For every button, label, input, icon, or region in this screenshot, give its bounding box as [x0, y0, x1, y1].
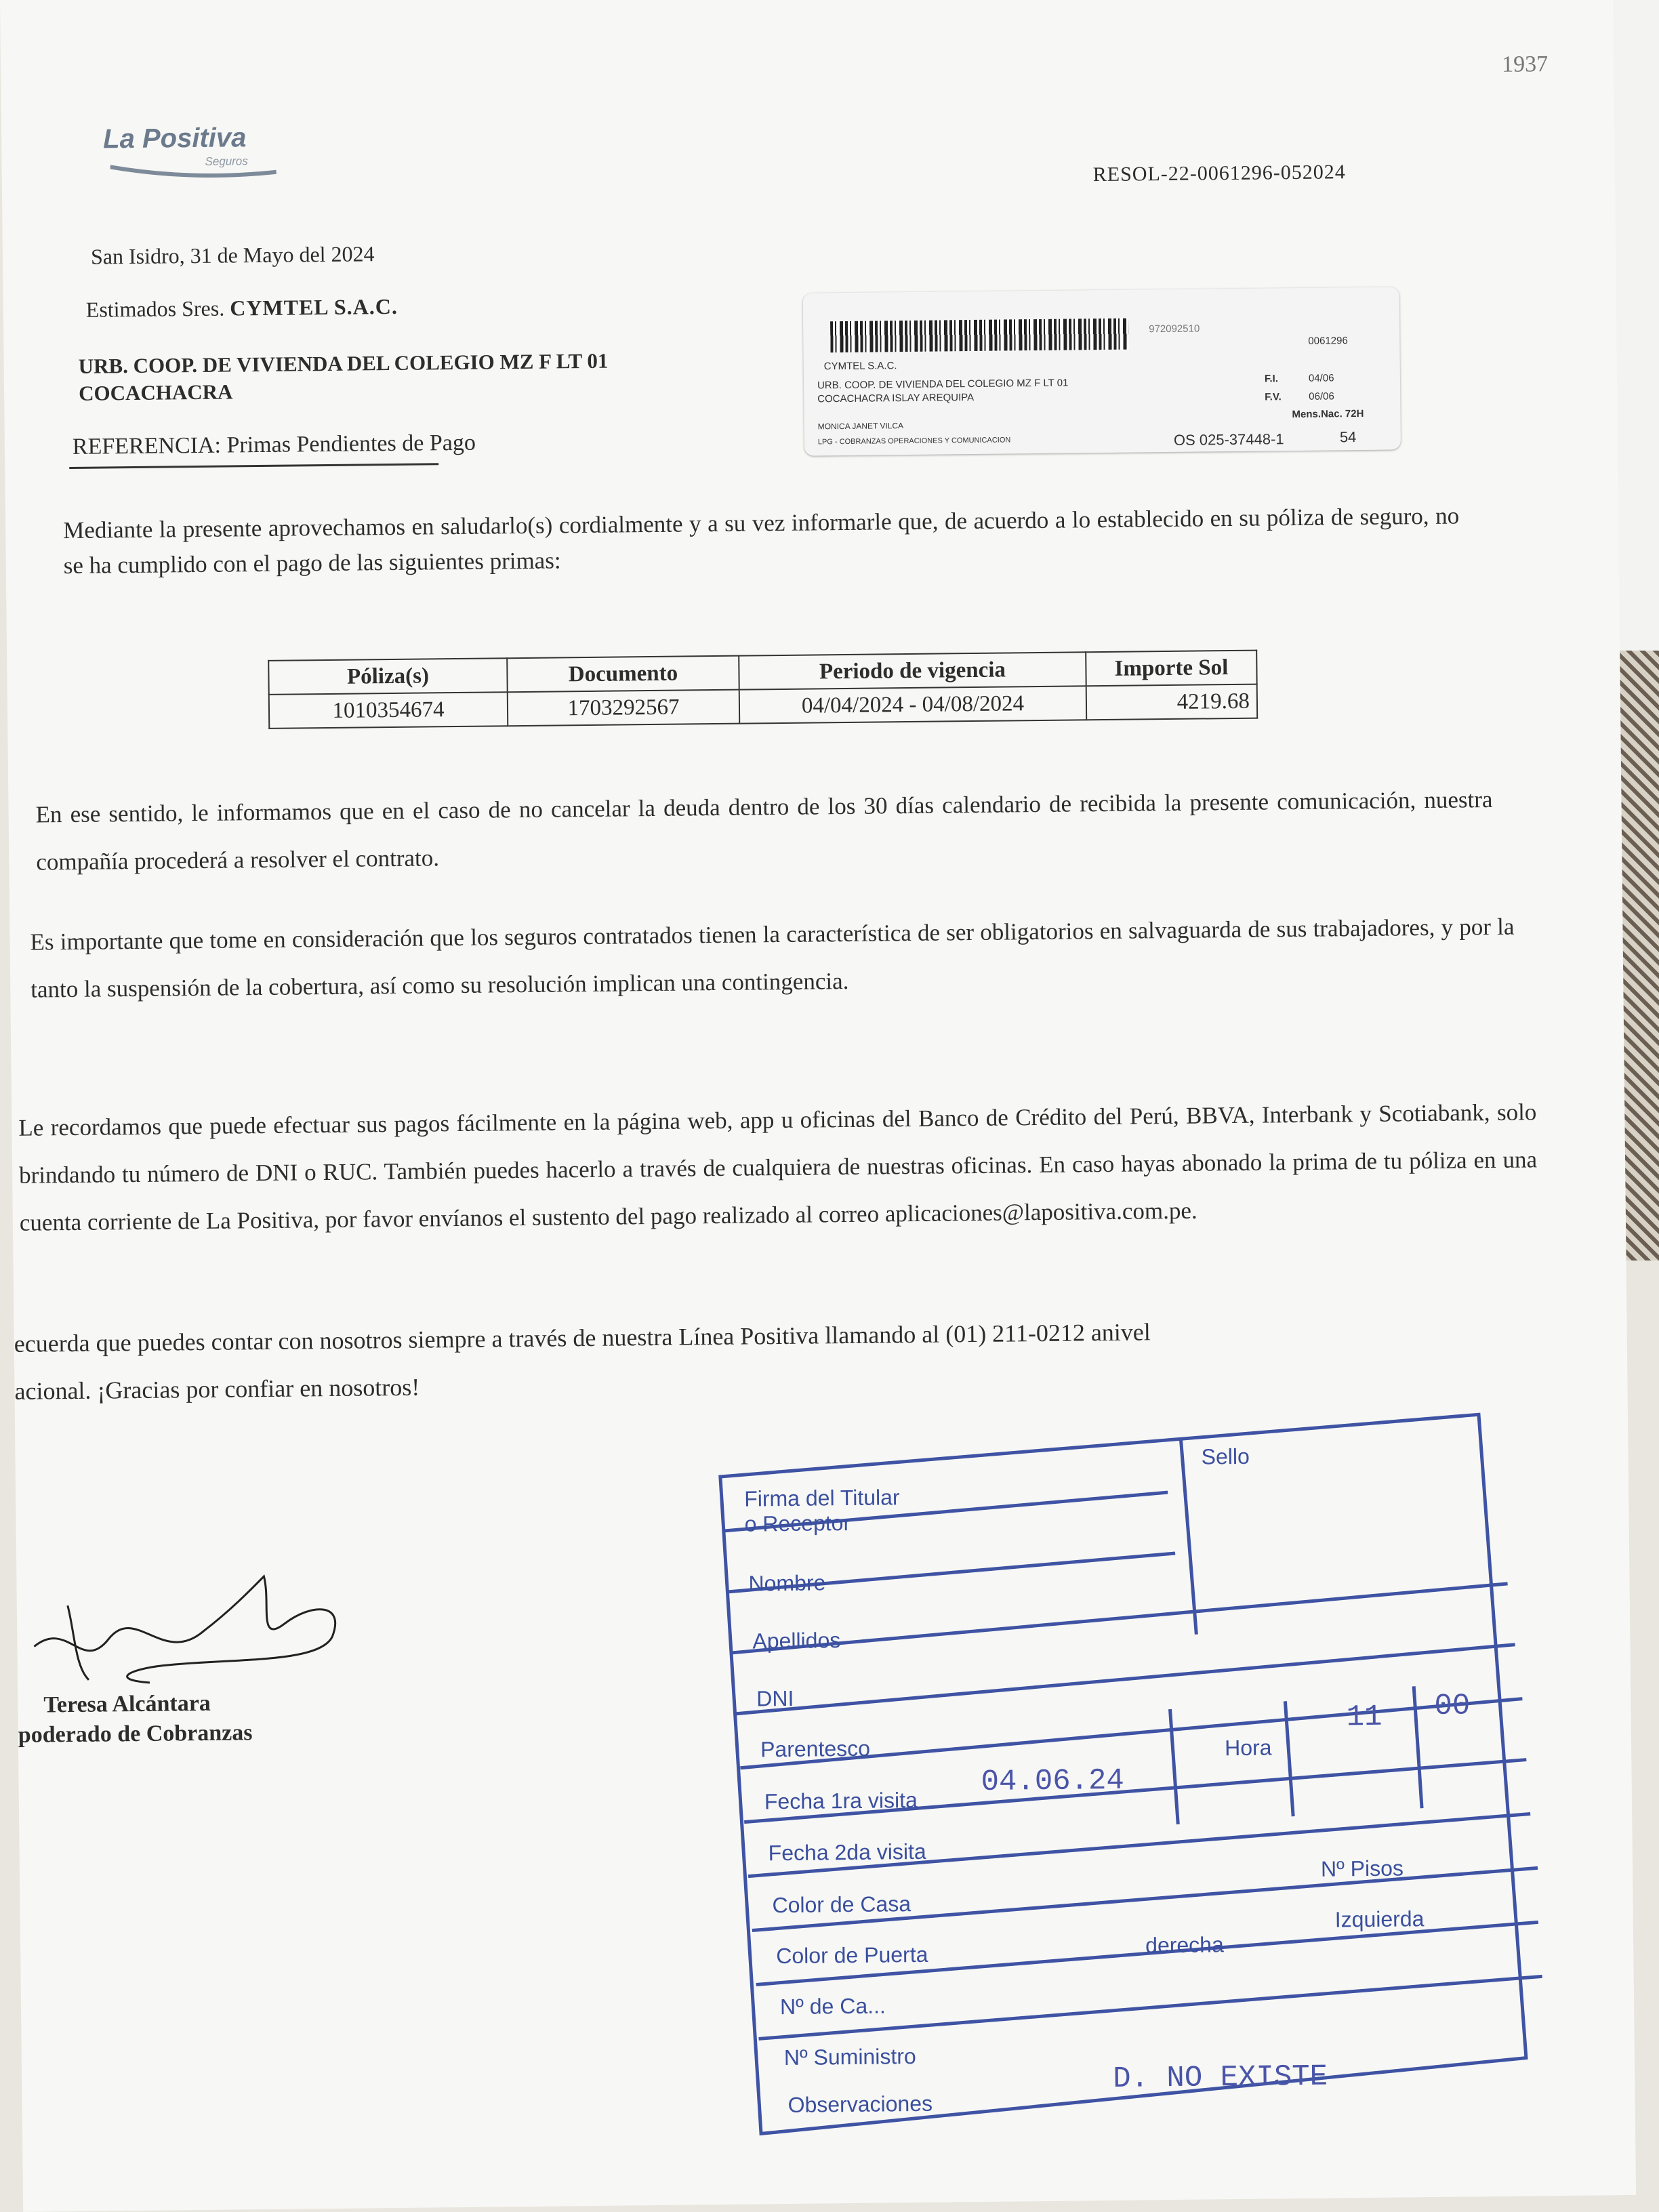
signature-icon [26, 1562, 346, 1701]
cell-importe: 4219.68 [1086, 684, 1258, 720]
date-line: San Isidro, 31 de Mayo del 2024 [90, 241, 375, 269]
col-importe: Importe Sol [1086, 651, 1257, 687]
label-fi: F.I. [1264, 373, 1279, 385]
label-company: CYMTEL S.A.C. [823, 360, 897, 373]
paragraph-2: Es importante que tome en consideración que los seguros contratados tienen la característica de ser obligatorios en salvaguarda de sus trabajadores, y por la tanto la suspensión de la cobertura, así como su resolución implican una contingencia. [30, 913, 1515, 1003]
label-address1: URB. COOP. DE VIVIENDA DEL COLEGIO MZ F LT 01 [817, 377, 1069, 392]
resolution-code: RESOL-22-0061296-052024 [1092, 161, 1346, 186]
paragraph-1: En ese sentido, le informamos que en el caso de no cancelar la deuda dentro de los 30 días calendario de recibida la presente comunicación, nuestra compañía procederá a resolver el contrato. [35, 786, 1493, 876]
company-logo: La Positiva [102, 123, 247, 155]
logo-swoosh-icon [110, 160, 280, 182]
col-periodo: Periodo de vigencia [739, 652, 1086, 689]
signer-role: poderado de Cobranzas [18, 1720, 253, 1748]
stamp-observaciones: Observaciones [787, 2091, 933, 2117]
label-os: OS 025-37448-1 [1173, 430, 1284, 449]
handwritten-hour: 11 [1346, 1700, 1382, 1735]
premiums-table [268, 650, 1258, 729]
handwritten-minute: 00 [1434, 1689, 1471, 1723]
col-documento: Documento [507, 656, 739, 693]
label-address2: COCACHACRA ISLAY AREQUIPA [817, 391, 975, 405]
label-code: 0061296 [1308, 335, 1348, 347]
label-os-num: 54 [1339, 428, 1357, 446]
cell-documento: 1703292567 [508, 690, 740, 726]
page-number: 1937 [1501, 52, 1549, 77]
label-fv: F.V. [1265, 391, 1282, 403]
stamp-hora: Hora [1224, 1735, 1272, 1761]
col-poliza: Póliza(s) [268, 658, 508, 695]
recipient-name: CYMTEL S.A.C. [230, 293, 398, 321]
stamp-izquierda: Izquierda [1334, 1906, 1425, 1932]
label-contact: MONICA JANET VILCA [817, 421, 904, 432]
mailing-label [803, 287, 1401, 455]
stamp-pisos: Nº Pisos [1320, 1856, 1404, 1881]
paragraph-4-line1: ecuerda que puedes contar con nosotros siempre a través de nuestra Línea Positiva llamando al (01) 211-0212 anivel [14, 1318, 1151, 1357]
stamp-derecha: derecha [1145, 1932, 1224, 1958]
barcode-number: 972092510 [1149, 323, 1200, 335]
stamp-fecha1: Fecha 1ra visita [764, 1787, 918, 1814]
stamp-puerta: Color de Puerta [776, 1942, 928, 1969]
cell-poliza: 1010354674 [269, 692, 508, 729]
stamp-sello: Sello [1201, 1443, 1250, 1469]
logo-subtitle: Seguros [205, 155, 248, 168]
paragraph-4-line2: acional. ¡Gracias por confiar en nosotros! [14, 1373, 420, 1405]
stamp-receptor: o Receptor [744, 1510, 851, 1536]
signer-name: Teresa Alcántara [43, 1690, 211, 1718]
label-department: LPG - COBRANZAS OPERACIONES Y COMUNICACION [817, 436, 1011, 447]
stamp-fecha2: Fecha 2da visita [768, 1839, 926, 1866]
barcode-icon [830, 319, 1128, 353]
stamp-firma: Firma del Titular [744, 1485, 900, 1511]
label-fv-value: 06/06 [1309, 390, 1334, 403]
stamp-color: Color de Casa [772, 1891, 912, 1918]
delivery-stamp [706, 1379, 1622, 2148]
stamp-apellidos: Apellidos [752, 1628, 841, 1654]
reference-line: REFERENCIA: Primas Pendientes de Pago [72, 430, 476, 459]
handwritten-date: 04.06.24 [981, 1763, 1125, 1799]
cell-periodo: 04/04/2024 - 04/08/2024 [739, 686, 1086, 723]
stamp-nombre: Nombre [748, 1570, 826, 1596]
label-fi-value: 04/06 [1308, 372, 1334, 384]
stamp-dni: DNI [756, 1685, 794, 1711]
handwritten-note: D. NO EXISTE [1112, 2060, 1328, 2096]
reference-underline [69, 463, 438, 469]
stamp-parentesco: Parentesco [760, 1736, 871, 1762]
stamp-suministro: Nº Suministro [783, 2044, 916, 2070]
intro-paragraph: Mediante la presente aprovechamos en saludarlo(s) cordialmente y a su vez informarle que, de acuerdo a lo establecido en su póliza de seguro, no se ha cumplido con el pago de las siguientes primas: [62, 502, 1460, 579]
paragraph-3: Le recordamos que puede efectuar sus pagos fácilmente en la página web, app u oficinas del Banco de Crédito del Perú, BBVA, Interbank y Scotiabank, solo brindando tu número de DNI o RUC. También puedes hacerlo a través de cualquiera de nuestras oficinas. En caso hayas abonado la prima de tu póliza en una cuenta corriente de La Positiva, por favor envíanos el sustento del pago realizado al correo aplicaciones@lapositiva.com.pe. [18, 1099, 1538, 1236]
greeting-prefix: Estimados Sres. [85, 295, 225, 322]
greeting [86, 294, 398, 323]
recipient-address: URB. COOP. DE VIVIENDA DEL COLEGIO MZ F LT 01 COCACHACRA [78, 348, 609, 405]
stamp-nro: Nº de Ca... [779, 1993, 886, 2020]
label-service: Mens.Nac. 72H [1292, 407, 1364, 421]
